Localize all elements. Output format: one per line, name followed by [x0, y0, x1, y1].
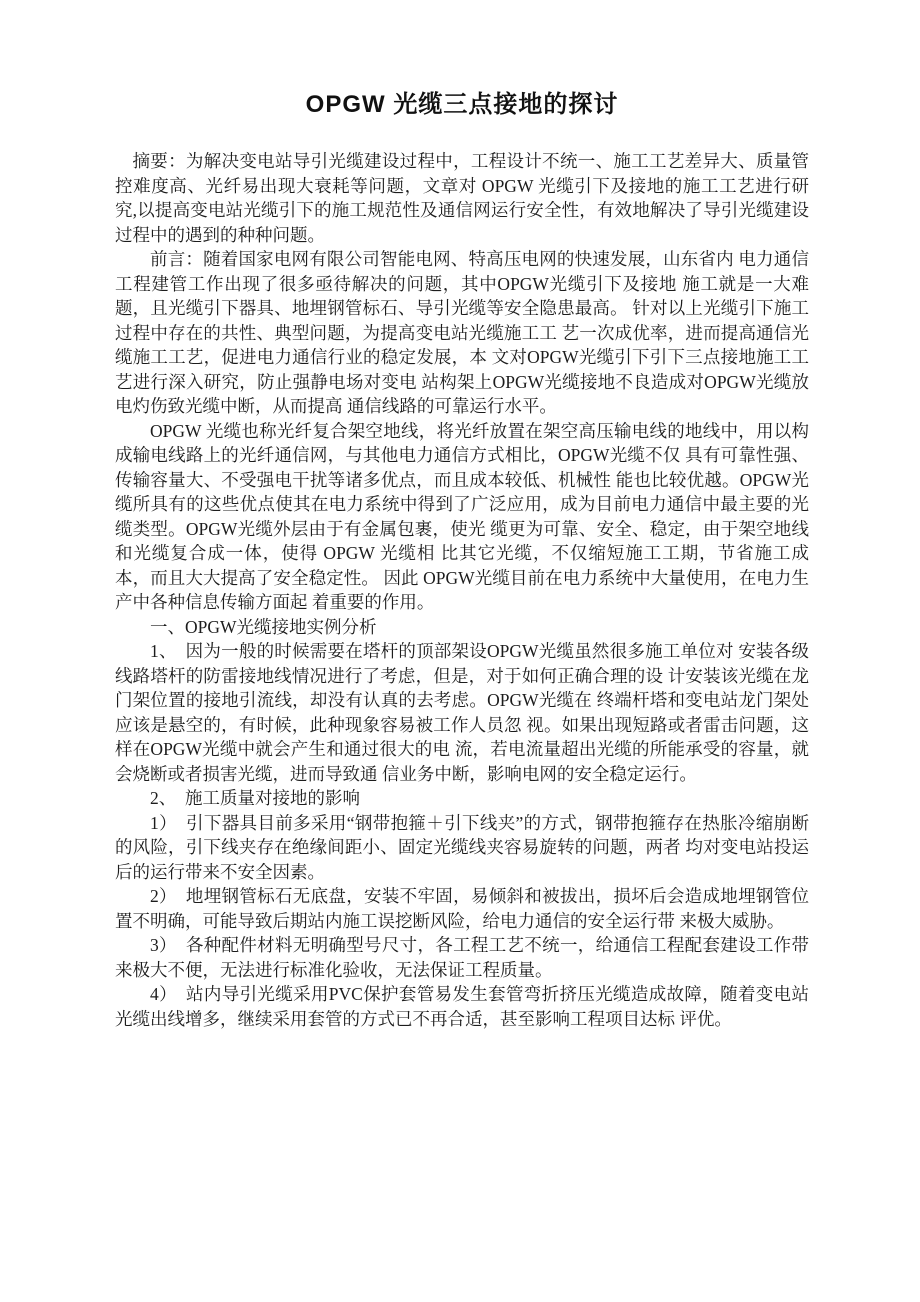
paragraph-sub-item-3: 3） 各种配件材料无明确型号尺寸，各工程工艺不统一，给通信工程配套建设工作带来极大不便，无法进行标准化验收，无法保证工程质量。: [115, 935, 809, 980]
document-content: [115, 84, 809, 1031]
document-title: OPGW 光缆三点接地的探讨: [305, 91, 619, 118]
paragraph-opgw-overview: OPGW 光缆也称光纤复合架空地线，将光纤放置在架空高压输电线的地线中，用以构成输电线路上的光纤通信网，与其他电力通信方式相比，OPGW光缆不仅 具有可靠性强、传输容量大、不受强电干扰等诸多优点，而且成本较低、机械性 能也比较优越。OPGW光缆所具有的这些优点使其在电力系统中得到了广泛应用，成为目前电力通信中最主要的光缆类型。OPGW光缆外层由于有金属包裹，使光 缆更为可靠、安全、稳定，由于架空地线和光缆复合成一体，使得 OPGW 光缆相 比其它光缆，不仅缩短施工工期，节省施工成本，而且大大提高了安全稳定性。 因此 OPGW光缆目前在电力系统中大量使用，在电力生产中各种信息传输方面起 着重要的作用。: [115, 420, 809, 612]
paragraph-item-2-heading: 2、 施工质量对接地的影响: [150, 788, 360, 808]
paragraph-item-1: 1、 因为一般的时候需要在塔杆的顶部架设OPGW光缆虽然很多施工单位对 安装各级线路塔杆的防雷接地线情况进行了考虑，但是，对于如何正确合理的设 计安装该光缆在龙门架位置的接地引流线，却没有认真的去考虑。OPGW光缆在 终端杆塔和变电站龙门架处应该是悬空的，有时候，此种现象容易被工作人员忽 视。如果出现短路或者雷击问题，这样在OPGW光缆中就会产生和通过很大的电 流，若电流量超出光缆的所能承受的容量，就会烧断或者损害光缆，进而导致通 信业务中断，影响电网的安全稳定运行。: [115, 641, 809, 784]
section-heading-1: 一、OPGW光缆接地实例分析: [150, 616, 377, 637]
paragraph-abstract: 摘要：为解决变电站导引光缆建设过程中，工程设计不统一、施工工艺差异大、质量管控难度高、光纤易出现大衰耗等问题，文章对 OPGW 光缆引下及接地的施工工艺进行研究,以提高变电站光缆引下的施工规范性及通信网运行安全性，有效地解决了导引光缆建设过程中的遇到的种种问题。: [115, 151, 809, 245]
paragraph-sub-item-4: 4） 站内导引光缆采用PVC保护套管易发生套管弯折挤压光缆造成故障，随着变电站光缆出线增多，继续采用套管的方式已不再合适，甚至影响工程项目达标 评优。: [115, 984, 809, 1029]
paragraph-sub-item-1: 1） 引下器具目前多采用“钢带抱箍＋引下线夹”的方式，钢带抱箍存在热胀冷缩崩断的风险，引下线夹存在绝缘间距小、固定光缆线夹容易旋转的问题，两者 均对变电站投运后的运行带来不安全因素。: [115, 812, 809, 882]
paragraph-foreword: 前言：随着国家电网有限公司智能电网、特高压电网的快速发展，山东省内 电力通信工程建管工作出现了很多亟待解决的问题，其中OPGW光缆引下及接地 施工就是一大难题，且光缆引下器具、地埋钢管标石、导引光缆等安全隐患最高。 针对以上光缆引下施工过程中存在的共性、典型问题，为提高变电站光缆施工工 艺一次成优率，进而提高通信光缆施工工艺，促进电力通信行业的稳定发展，本 文对OPGW光缆引下引下三点接地施工工艺进行深入研究，防止强静电场对变电 站构架上OPGW光缆接地不良造成对OPGW光缆放电灼伤致光缆中断，从而提高 通信线路的可靠运行水平。: [115, 249, 809, 416]
paragraph-sub-item-2: 2） 地埋钢管标石无底盘，安装不牢固，易倾斜和被拔出，损坏后会造成地埋钢管位置不明确，可能导致后期站内施工误挖断风险，给电力通信的安全运行带 来极大威胁。: [115, 886, 809, 931]
